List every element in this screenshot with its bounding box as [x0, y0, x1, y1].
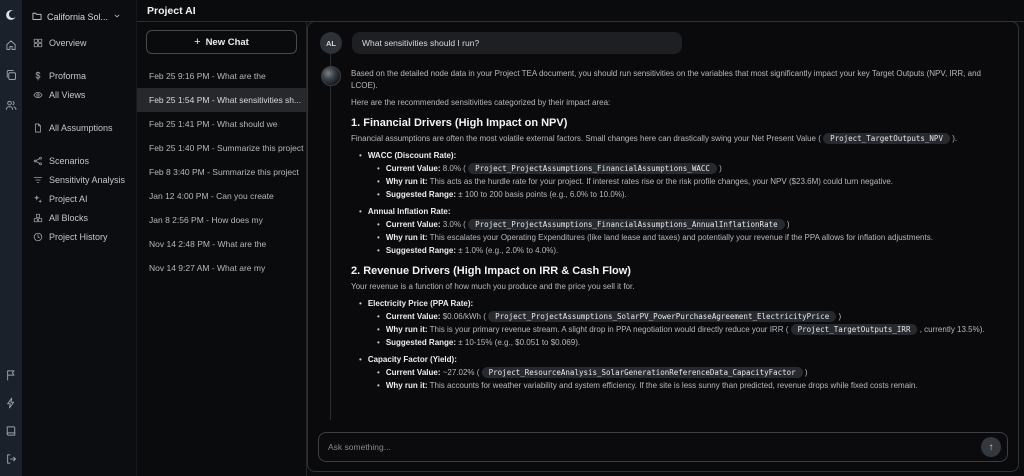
feedback-button[interactable]	[3, 368, 19, 384]
bold-label: Why run it:	[385, 381, 428, 390]
bullet-dot	[377, 324, 380, 336]
sidebar	[22, 0, 137, 476]
chat-history-item[interactable]: Feb 25 1:41 PM - What should we	[149, 119, 278, 129]
ai-bullet	[359, 206, 1006, 218]
ai-sub-bullet: • Why run it: This acts as the hurdle rate for your project. If interest rates rise or the risk profile changes, your NPV ($23.6M) could turn negative.	[377, 176, 1006, 188]
bullet-dot	[359, 206, 362, 218]
ai-sub-bullet: • Current Value: $0.06/kWh ( Project_ProjectAssumptions_SolarPV_PowerPurchaseAgreement_ElectricityPrice )	[377, 311, 1006, 323]
ai-sub-bullet: • Suggested Range: ± 10-15% (e.g., $0.051 to $0.069).	[377, 337, 1006, 349]
bold-label: Why run it:	[385, 233, 428, 242]
ai-bullet	[359, 354, 1006, 366]
icon-rail	[0, 0, 22, 476]
bold-label: Current Value:	[385, 312, 441, 321]
content-body	[137, 22, 1024, 476]
nav-home-button[interactable]	[3, 38, 19, 54]
docs-button[interactable]	[3, 424, 19, 440]
ai-sub-bullet: • Current Value: 3.0% ( Project_ProjectAssumptions_FinancialAssumptions_AnnualInflationRate )	[377, 219, 1006, 231]
scenarios-item-scenarios[interactable]: Scenarios	[28, 151, 130, 170]
code-chip: Project_TargetOutputs_NPV	[823, 133, 950, 144]
blocks-item-all-blocks[interactable]: All Blocks	[28, 208, 130, 227]
bold-label: Annual Inflation Rate:	[367, 207, 451, 216]
users-icon	[5, 99, 17, 114]
messages-area[interactable]	[308, 22, 1018, 424]
bold-label: Why run it:	[385, 177, 428, 186]
new-chat-label: New Chat	[205, 36, 249, 48]
bold-label: Current Value:	[385, 220, 441, 229]
code-chip: Project_ProjectAssumptions_FinancialAssumptions_WACC	[468, 163, 717, 174]
bold-label: Electricity Price (PPA Rate):	[367, 299, 474, 308]
dollar-item-proforma[interactable]: Proforma	[28, 66, 130, 85]
clock-icon	[32, 231, 43, 242]
chat-history-panel	[137, 22, 307, 476]
plus-icon: +	[194, 36, 201, 48]
layers-icon	[5, 69, 17, 84]
book-icon	[5, 425, 17, 440]
message-input[interactable]	[328, 442, 981, 452]
ai-paragraph: Financial assumptions are often the most volatile external factors. Small changes here can drastically swing your Net Present Value ( Project_TargetOutputs_NPV ).	[351, 134, 958, 143]
chat-history-list	[137, 64, 306, 280]
bullet-dot	[377, 219, 380, 231]
new-chat-button[interactable]	[146, 30, 297, 54]
code-chip: Project_ResourceAnalysis_SolarGenerationReferenceData_CapacityFactor	[482, 367, 803, 378]
ai-paragraph: Based on the detailed node data in your Project TEA document, you should run sensitivities on the variables that most significantly impact your key Target Outputs (NPV, IRR, and LCOE).	[351, 69, 981, 90]
grid-icon	[32, 37, 43, 48]
chat-history-item[interactable]: Feb 25 1:40 PM - Summarize this project	[149, 143, 304, 153]
clock-item-project-history[interactable]: Project History	[28, 227, 130, 246]
sidebar-section-label	[28, 104, 130, 118]
chat-history-item[interactable]: Jan 12 4:00 PM - Can you create	[149, 191, 274, 201]
ai-bullet	[359, 298, 1006, 310]
project-name: California Sol...	[47, 12, 109, 22]
bullet-dot	[377, 163, 380, 175]
bold-label: Suggested Range:	[385, 338, 457, 347]
ai-sub-bullet: • Suggested Range: ± 100 to 200 basis points (e.g., 6.0% to 10.0%).	[377, 189, 1006, 201]
rail-bottom-group	[3, 368, 19, 468]
chat-history-item[interactable]: Nov 14 2:48 PM - What are the	[149, 239, 267, 249]
filter-item-sensitivity-analysis[interactable]: Sensitivity Analysis	[28, 170, 130, 189]
blocks-icon	[32, 212, 43, 223]
bullet-dot	[377, 245, 380, 257]
sidebar-section-label	[28, 52, 130, 66]
message-input-box	[318, 432, 1008, 462]
ai-message-content	[351, 66, 1006, 393]
ai-sub-bullet: • Current Value: 8.0% ( Project_ProjectAssumptions_FinancialAssumptions_WACC )	[377, 163, 1006, 175]
bullet-dot	[377, 311, 380, 323]
bold-label: Suggested Range:	[385, 190, 457, 199]
updates-button[interactable]	[3, 396, 19, 412]
grid-item-overview[interactable]: Overview	[28, 33, 130, 52]
bullet-dot	[377, 380, 380, 392]
ai-bullet	[359, 150, 1006, 162]
logout-icon	[5, 453, 17, 468]
bullet-dot	[359, 150, 362, 162]
chevron-down-icon	[113, 12, 121, 22]
logout-button[interactable]	[3, 452, 19, 468]
chat-history-item[interactable]: Feb 25 9:16 PM - What are the	[149, 71, 266, 81]
eye-item-all-views[interactable]: All Views	[28, 85, 130, 104]
bold-label: Capacity Factor (Yield):	[367, 355, 457, 364]
sidebar-nav	[28, 33, 130, 246]
bullet-dot	[377, 176, 380, 188]
bullet-dot	[377, 367, 380, 379]
send-button[interactable]	[981, 437, 1001, 457]
bold-label: Why run it:	[385, 325, 428, 334]
home-icon	[5, 39, 17, 54]
scenarios-icon	[32, 155, 43, 166]
ai-avatar	[321, 66, 341, 86]
code-chip: Project_ProjectAssumptions_SolarPV_PowerPurchaseAgreement_ElectricityPrice	[488, 311, 836, 322]
logo-icon	[5, 9, 17, 24]
bullet-dot	[377, 232, 380, 244]
user-avatar: AL	[320, 32, 342, 54]
nav-team-button[interactable]	[3, 98, 19, 114]
composer	[308, 424, 1018, 471]
user-message-bubble: What sensitivities should I run?	[352, 32, 682, 54]
user-message-row	[320, 32, 1006, 54]
flag-icon	[5, 369, 17, 384]
dollar-icon	[32, 70, 43, 81]
bullet-dot	[359, 298, 362, 310]
ai-message-row	[320, 66, 1006, 393]
sparkle-item-project-ai[interactable]: Project AI	[28, 189, 130, 208]
ai-paragraph: Your revenue is a function of how much you produce and the price you sell it for.	[351, 282, 635, 291]
code-chip: Project_TargetOutputs_IRR	[791, 324, 918, 335]
zap-icon	[5, 397, 17, 412]
app-logo[interactable]	[3, 8, 19, 24]
bold-label: WACC (Discount Rate):	[367, 151, 457, 160]
project-selector[interactable]	[28, 8, 130, 33]
chat-panel	[307, 21, 1019, 472]
ai-heading: 2. Revenue Drivers (High Impact on IRR & Cash Flow)	[351, 265, 631, 277]
chat-history-item[interactable]: Feb 25 1:54 PM - What sensitivities sh...	[137, 88, 306, 112]
rail-top-group	[3, 8, 19, 128]
document-icon	[32, 122, 43, 133]
filter-icon	[32, 174, 43, 185]
bold-label: Current Value:	[385, 368, 441, 377]
bullet-dot	[377, 337, 380, 349]
chat-history-item[interactable]: Nov 14 9:27 AM - What are my	[149, 263, 266, 273]
arrow-up-icon: ↑	[988, 441, 994, 453]
ai-sub-bullet: • Why run it: This accounts for weather variability and system efficiency. If the site is less sunny than predicted, revenue drops while fixed costs remain.	[377, 380, 1006, 392]
content-header	[137, 0, 1024, 22]
ai-paragraph: Here are the recommended sensitivities categorized by their impact area:	[351, 98, 611, 107]
sidebar-section-label	[28, 137, 130, 151]
document-item-all-assumptions[interactable]: All Assumptions	[28, 118, 130, 137]
sparkle-icon	[32, 193, 43, 204]
ai-sub-bullet: • Current Value: ~27.02% ( Project_ResourceAnalysis_SolarGenerationReferenceData_CapacityFactor )	[377, 367, 1006, 379]
page-title: Project AI	[147, 4, 196, 17]
chat-history-item[interactable]: Jan 8 2:56 PM - How does my	[149, 215, 263, 225]
chat-history-item[interactable]: Feb 8 3:40 PM - Summarize this project	[149, 167, 299, 177]
ai-sub-bullet: • Why run it: This escalates your Operating Expenditures (like land lease and taxes) and potentially your revenue if the PPA allows for inflation adjustments.	[377, 232, 1006, 244]
bold-label: Current Value:	[385, 164, 441, 173]
ai-heading: 1. Financial Drivers (High Impact on NPV)	[351, 117, 568, 129]
ai-sub-bullet: • Suggested Range: ± 1.0% (e.g., 2.0% to 4.0%).	[377, 245, 1006, 257]
bullet-dot	[359, 354, 362, 366]
ai-sub-bullet: • Why run it: This is your primary revenue stream. A slight drop in PPA negotiation would directly reduce your IRR ( Project_TargetOutputs_IRR , currently 13.5%).	[377, 324, 1006, 336]
content-area	[137, 0, 1024, 476]
folder-icon	[32, 11, 42, 23]
bullet-dot	[377, 189, 380, 201]
code-chip: Project_ProjectAssumptions_FinancialAssumptions_AnnualInflationRate	[468, 219, 785, 230]
eye-icon	[32, 89, 43, 100]
nav-projects-button[interactable]	[3, 68, 19, 84]
bold-label: Suggested Range:	[385, 246, 457, 255]
